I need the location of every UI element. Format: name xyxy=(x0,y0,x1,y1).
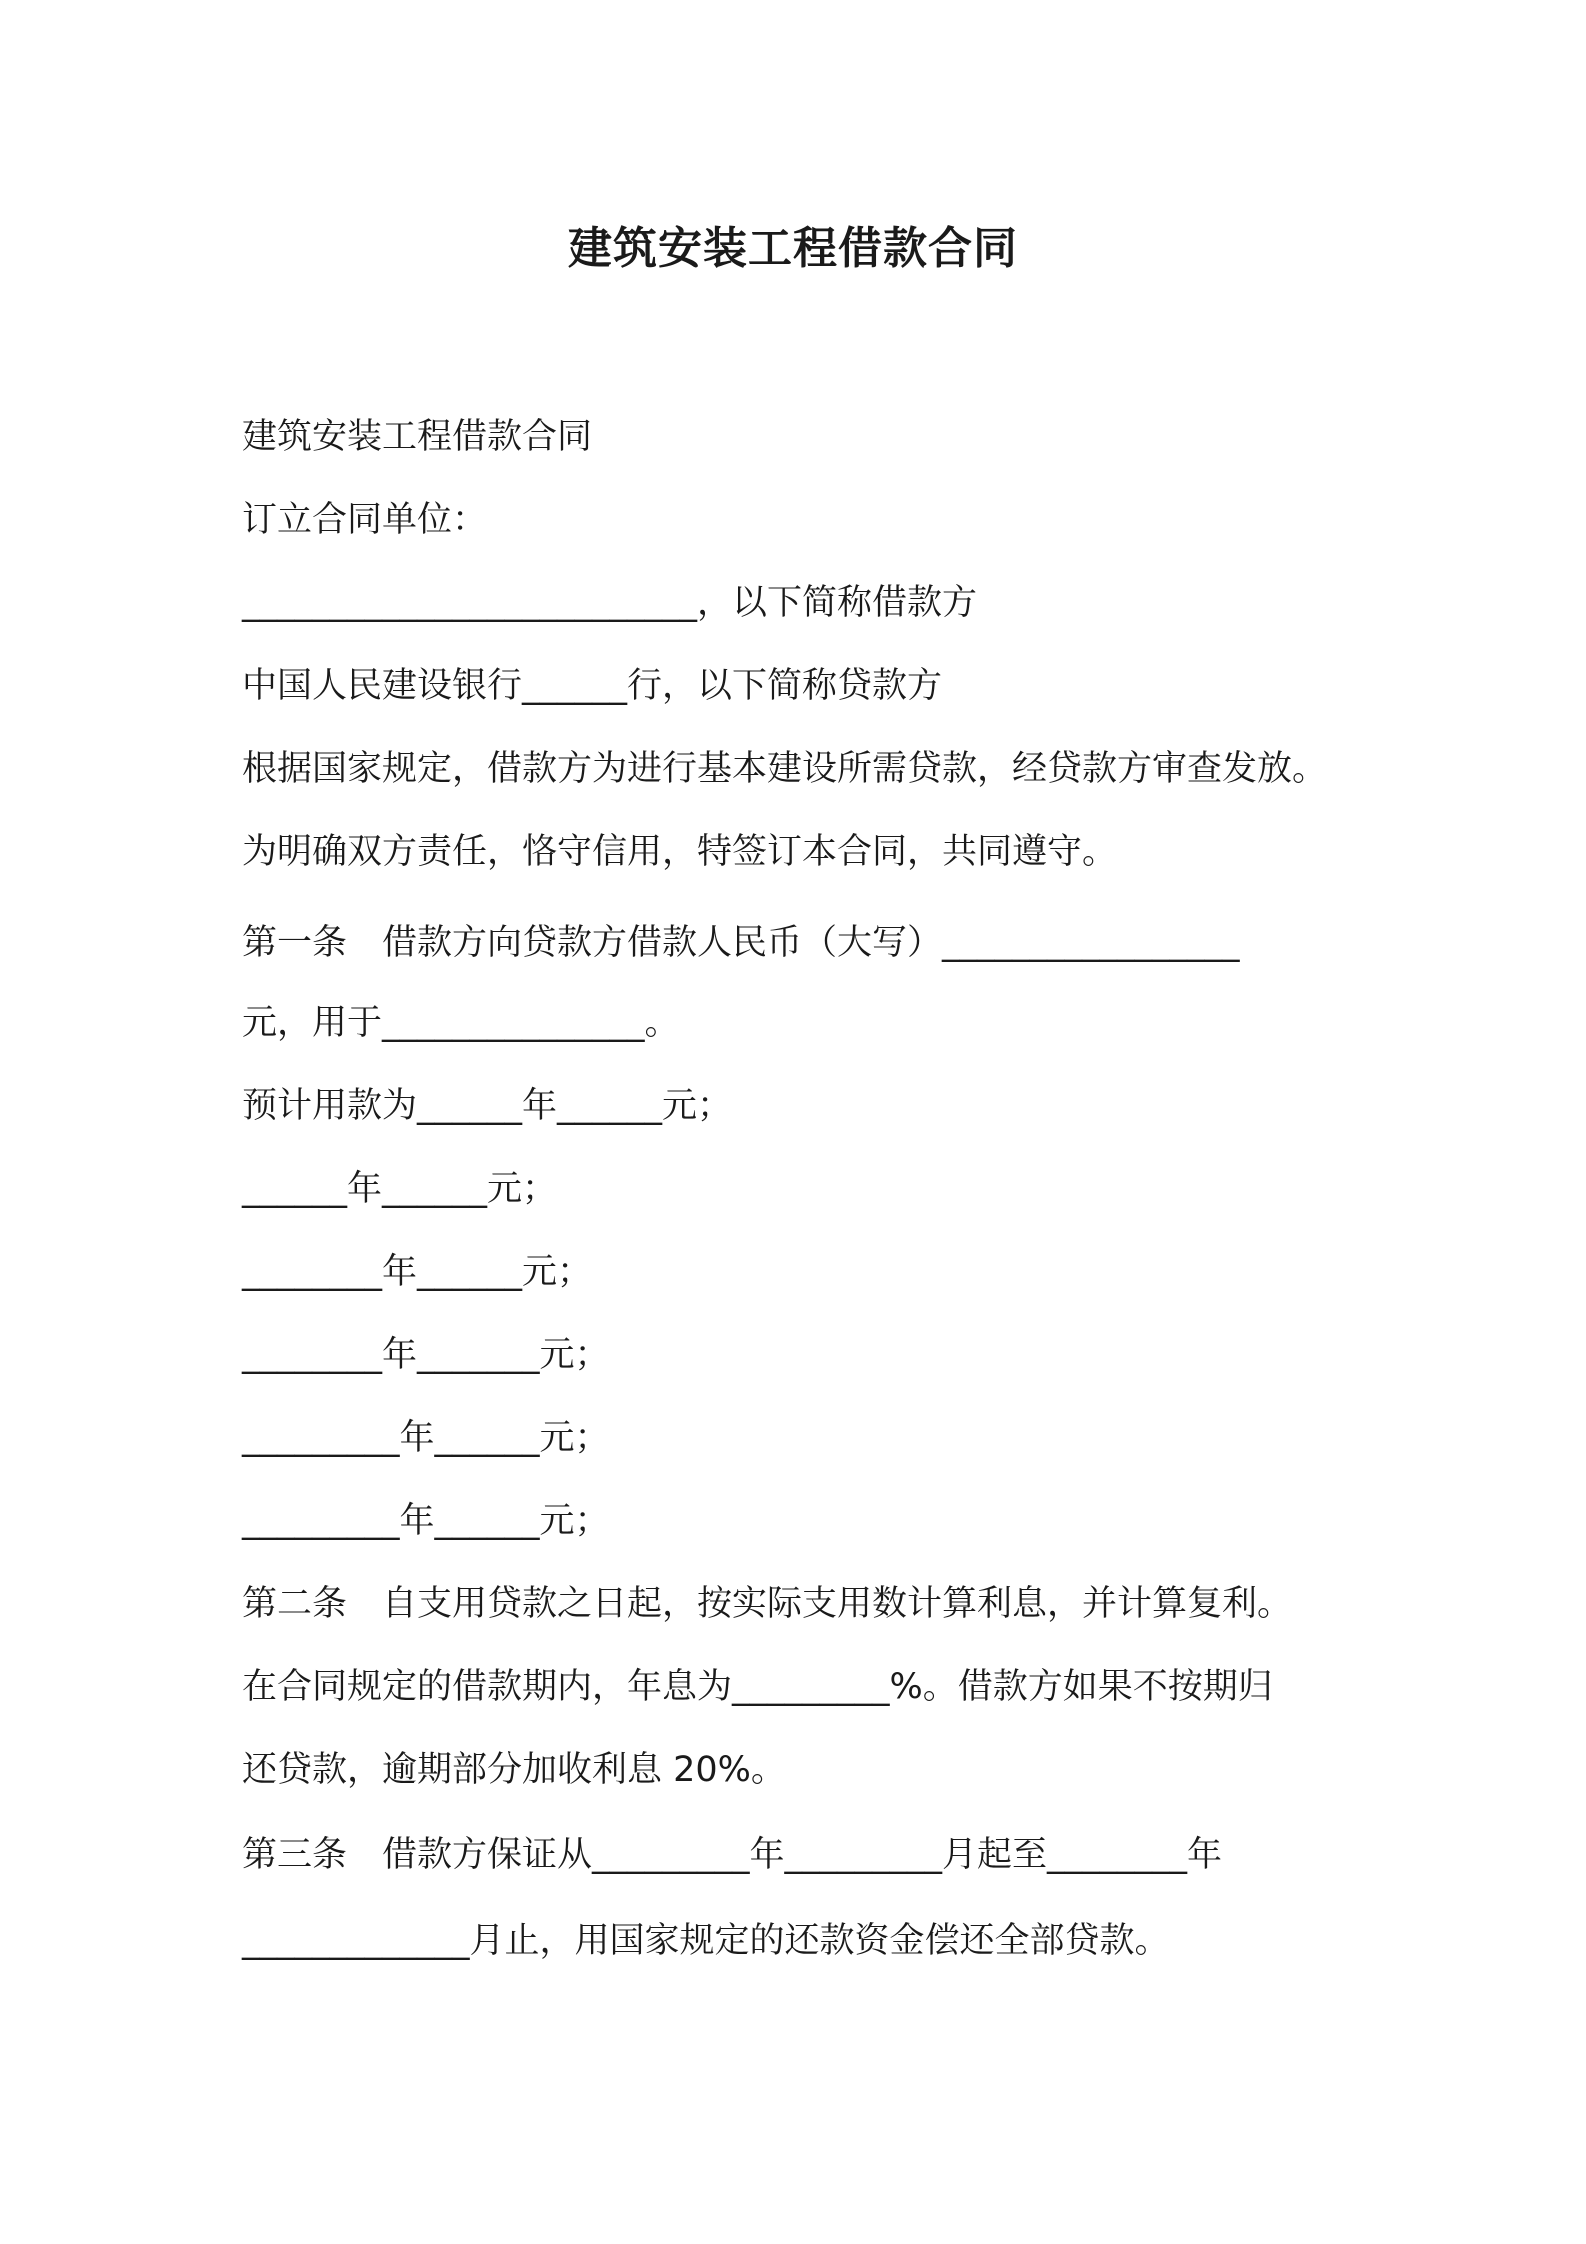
body-line: _________年______元； xyxy=(242,1418,610,1458)
body-line: 预计用款为______年______元； xyxy=(242,1086,733,1126)
body-line: ________年______元； xyxy=(242,1252,593,1292)
body-line: 建筑安装工程借款合同 xyxy=(242,417,593,457)
body-line: ______年______元； xyxy=(242,1169,558,1209)
body-line: 订立合同单位： xyxy=(242,500,488,540)
body-line: 根据国家规定，借款方为进行基本建设所需贷款，经贷款方审查发放。 xyxy=(242,749,1328,789)
body-line: 为明确双方责任，恪守信用，特签订本合同，共同遵守。 xyxy=(242,832,1118,872)
body-line: 中国人民建设银行______行，以下简称贷款方 xyxy=(242,666,943,706)
body-line: __________________________，以下简称借款方 xyxy=(242,583,978,623)
body-line: 还贷款，逾期部分加收利息 20%。 xyxy=(242,1750,786,1790)
body-line: 元，用于_______________。 xyxy=(242,1003,680,1043)
body-line: 第三条 借款方保证从_________年_________月起至________年 xyxy=(242,1835,1223,1875)
body-line: 在合同规定的借款期内，年息为_________%。借款方如果不按期归 xyxy=(242,1667,1273,1707)
body-line: 第一条 借款方向贷款方借款人民币（大写）_________________ xyxy=(242,923,1240,963)
body-line: 第二条 自支用贷款之日起，按实际支用数计算利息，并计算复利。 xyxy=(242,1584,1293,1624)
body-line: _____________月止，用国家规定的还款资金偿还全部贷款。 xyxy=(242,1921,1170,1961)
body-line: _________年______元； xyxy=(242,1501,610,1541)
document-title: 建筑安装工程借款合同 xyxy=(568,223,1018,274)
body-line: ________年_______元； xyxy=(242,1335,610,1375)
